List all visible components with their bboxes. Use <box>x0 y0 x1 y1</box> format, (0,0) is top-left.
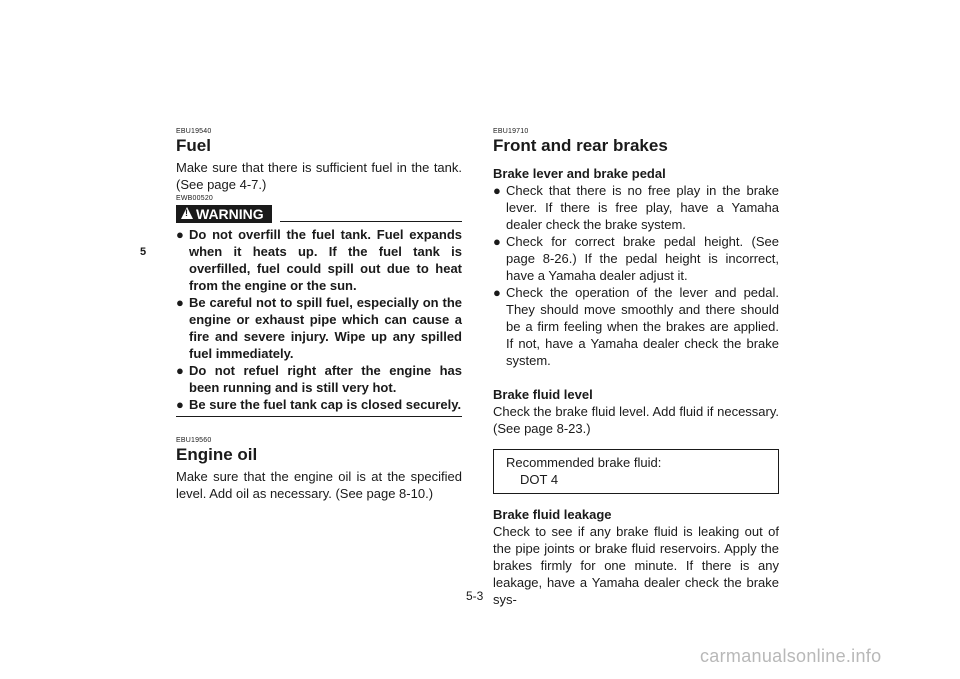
brake-fluid-level-text: Check the brake fluid level. Add fluid if necessary. (See page 8-23.) <box>493 404 779 436</box>
engine-oil-heading: Engine oil <box>176 445 258 464</box>
fuel-text: Make sure that there is sufficient fuel in the tank. (See page 4-7.) <box>176 160 462 192</box>
recommended-fluid-label: Recommended brake fluid: <box>506 455 662 470</box>
brake-fluid-leakage-subheading: Brake fluid leakage <box>493 507 612 522</box>
bullet-icon: ● <box>176 227 184 242</box>
warning-badge <box>176 205 272 223</box>
warning-header <box>176 205 462 223</box>
warning-list <box>176 223 462 417</box>
brake-fluid-level-subheading: Brake fluid level <box>493 387 593 402</box>
bullet-icon: ● <box>176 295 184 310</box>
list-item: ● Check for correct brake pedal height. (See page 8-26.) If the pedal height is incorrect, have a Yamaha dealer adjust it. <box>493 234 779 283</box>
bullet-icon: ● <box>176 397 184 412</box>
warning-item: ● Do not overfill the fuel tank. Fuel expands when it heats up. If the fuel tank is overfilled, fuel could spill out due to heat from the engine or the sun. <box>176 227 462 293</box>
warning-item: ● Be sure the fuel tank cap is closed securely. <box>176 397 462 412</box>
brake-lever-list <box>493 182 779 369</box>
page-number: 5-3 <box>466 589 484 603</box>
list-item: ● Check that there is no free play in the brake lever. If there is free play, have a Yamaha dealer check the brake system. <box>493 183 779 232</box>
warning-triangle-icon <box>181 207 193 219</box>
warning-label: WARNING <box>196 206 264 222</box>
fuel-heading: Fuel <box>176 136 211 155</box>
chapter-tab <box>131 213 155 649</box>
brake-fluid-leakage-text: Check to see if any brake fluid is leaking out of the pipe joints or brake fluid reservoirs. Apply the brakes firmly for one minute. If there is any leakage, have a Yamaha dealer check the brake sys- <box>493 524 779 607</box>
bullet-icon: ● <box>493 183 501 198</box>
bullet-icon: ● <box>493 234 501 249</box>
warning-code: EWB00520 <box>176 195 214 202</box>
bullet-icon: ● <box>176 363 184 378</box>
brakes-heading: Front and rear brakes <box>493 136 668 155</box>
warning-rule <box>280 221 462 222</box>
chapter-number: 5 <box>140 246 147 258</box>
brake-lever-subheading: Brake lever and brake pedal <box>493 166 666 181</box>
engine-oil-text: Make sure that the engine oil is at the specified level. Add oil as necessary. (See page 8-10.) <box>176 469 462 501</box>
warning-item: ● Do not refuel right after the engine has been running and is still very hot. <box>176 363 462 395</box>
fuel-section-code: EBU19540 <box>176 128 212 135</box>
recommended-fluid-value: DOT 4 <box>520 472 559 487</box>
right-column <box>493 128 779 608</box>
warning-item: ● Be careful not to spill fuel, especially on the engine or exhaust pipe which can cause a fire and severe injury. Wipe up any spilled fuel immediately. <box>176 295 462 361</box>
recommended-fluid-box <box>493 449 779 494</box>
engine-oil-section-code: EBU19560 <box>176 437 212 444</box>
brakes-section-code: EBU19710 <box>493 128 529 135</box>
bullet-icon: ● <box>493 285 501 300</box>
left-column <box>176 128 462 502</box>
list-item: ● Check the operation of the lever and pedal. They should move smoothly and there should be a firm feeling when the brakes are applied. If not, have a Yamaha dealer check the brake system. <box>493 285 779 368</box>
watermark: carmanualsonline.info <box>700 646 882 666</box>
